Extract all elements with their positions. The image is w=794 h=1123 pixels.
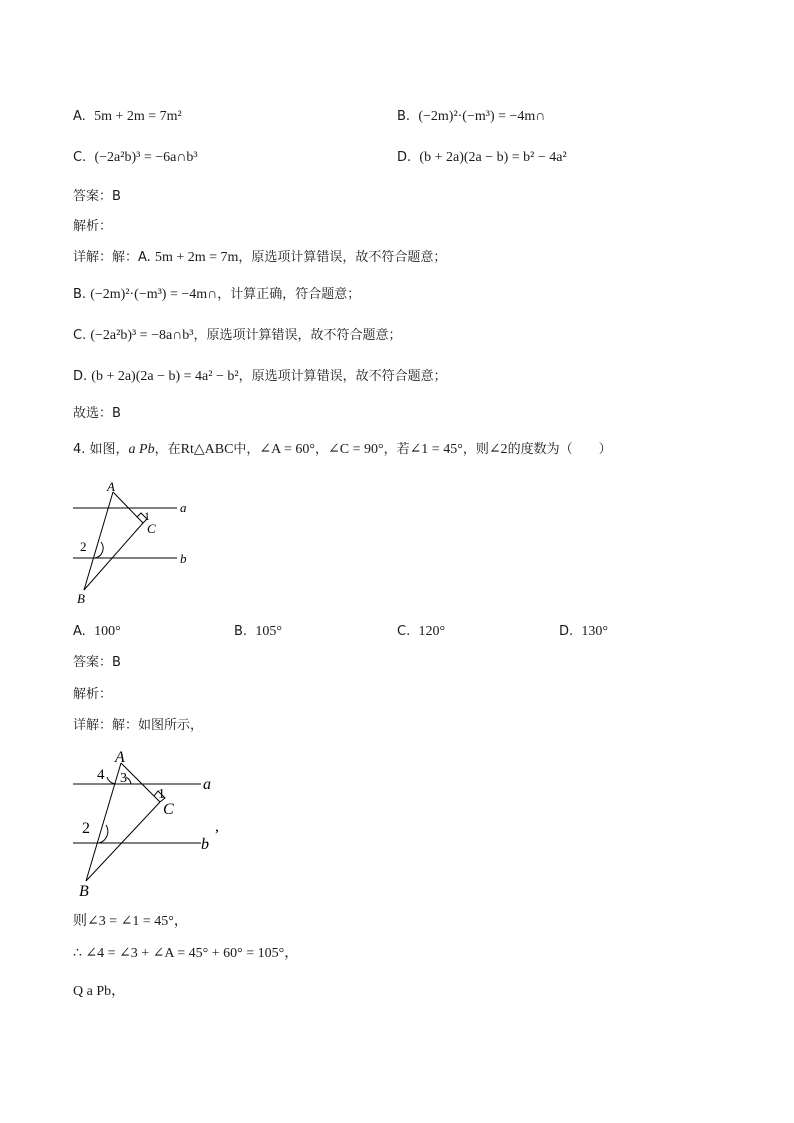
- figure-2: [65, 745, 235, 903]
- detail-d-text: ，原选项计算错误，故不符合题意；: [238, 369, 447, 384]
- stem-g: 的度数为（ ）: [507, 442, 612, 457]
- detail-prefix: 详解：解：A.: [73, 250, 155, 265]
- stem-ang2: ∠2: [488, 442, 508, 457]
- q4-option-d-label: D.: [559, 624, 574, 639]
- fig1-label-b: b: [180, 551, 187, 566]
- option-b-row: [397, 108, 545, 126]
- detail-c-prefix: C.: [73, 328, 91, 343]
- q4-option-a-label: A.: [73, 624, 86, 639]
- q4-analysis: 解析：: [73, 687, 113, 702]
- q3-detail-b: [73, 286, 360, 304]
- fig2-label-2: 2: [82, 820, 90, 837]
- side-cb: [84, 523, 143, 590]
- q3-detail-c: [73, 327, 402, 345]
- q4-option-c-label: C.: [397, 624, 411, 639]
- q4-stem: [73, 441, 612, 459]
- stem-tri: Rt△ABC: [180, 442, 234, 457]
- option-c-text: (−2a²b)³ = −6a∩b³: [94, 150, 198, 165]
- q4-step3: Q a Pb，: [73, 984, 126, 999]
- option-a-label: A.: [73, 109, 86, 124]
- stem-b: ，在: [154, 442, 181, 457]
- detail-a-text: ，原选项计算错误，故不符合题意；: [238, 250, 447, 265]
- q4-step1: 则∠3 = ∠1 = 45°，: [73, 914, 188, 929]
- option-b-text: (−2m)²·(−m³) = −4m∩: [418, 109, 546, 124]
- detail-a-math: 5m + 2m = 7m: [154, 250, 239, 265]
- detail-b-math: (−2m)²·(−m³) = −4m∩: [90, 287, 218, 302]
- fig2-label-4: 4: [97, 767, 105, 783]
- fig1-label-a: a: [180, 500, 187, 515]
- fig2-label-1: 1: [158, 787, 165, 802]
- detail-d-prefix: D.: [73, 369, 92, 384]
- stem-d: ，: [314, 442, 328, 457]
- detail-c-math: (−2a²b)³ = −8a∩b³: [90, 328, 194, 343]
- q4-option-b-value: 105°: [255, 624, 282, 639]
- fig1-label-1: 1: [144, 509, 150, 523]
- stem-ang1: ∠1 = 45°: [409, 442, 463, 457]
- q4-answer: 答案：B: [73, 655, 121, 670]
- fig2-label-a: a: [203, 776, 211, 793]
- option-d-row: [397, 149, 567, 167]
- stem-a: 4. 如图，: [73, 442, 129, 457]
- q4-option-c-value: 120°: [418, 624, 446, 639]
- q3-choice: 故选：B: [73, 406, 121, 421]
- q4-option-b: [234, 623, 282, 641]
- stem-f: ，则: [462, 442, 489, 457]
- fig2-label-b: b: [201, 836, 209, 853]
- option-c-row: [73, 149, 198, 167]
- q4-detail: 详解：解：如图所示，: [73, 718, 204, 733]
- option-a-text: 5m + 2m = 7m²: [94, 109, 182, 124]
- option-d-label: D.: [397, 150, 412, 165]
- q4-option-a: [73, 623, 121, 641]
- q3-analysis: 解析：: [73, 219, 113, 234]
- detail-b-text: ，计算正确，符合题意；: [217, 287, 361, 302]
- side-ab: [84, 492, 113, 590]
- stem-parallel: a Pb: [128, 442, 155, 457]
- fig1-label-B: B: [77, 591, 85, 606]
- stem-angC: ∠C = 90°: [328, 442, 384, 457]
- q4-option-d-value: 130°: [581, 624, 609, 639]
- detail-b-prefix: B.: [73, 287, 91, 302]
- detail-d-math: (b + 2a)(2a − b) = 4a² − b²: [91, 369, 239, 384]
- fig2-label-3: 3: [120, 771, 127, 786]
- q4-step2: ∴ ∠4 = ∠3 + ∠A = 45° + 60° = 105°，: [73, 946, 299, 961]
- fig2-comma: ,: [215, 818, 219, 835]
- angle-4-arc: [107, 777, 115, 784]
- q4-option-a-value: 100°: [94, 624, 121, 639]
- option-a-row: [73, 108, 182, 126]
- side-cb: [86, 802, 160, 881]
- q4-option-d: [559, 623, 608, 641]
- q3-detail-d: [73, 368, 447, 386]
- fig1-label-C: C: [147, 521, 156, 536]
- fig1-label-A: A: [107, 479, 115, 494]
- fig1-label-2: 2: [80, 539, 87, 554]
- stem-e: ，若: [383, 442, 410, 457]
- option-c-label: C.: [73, 150, 87, 165]
- stem-angA: ∠A = 60°: [259, 442, 315, 457]
- q3-answer: 答案：B: [73, 189, 121, 204]
- fig2-label-A: A: [115, 749, 125, 766]
- q4-option-b-label: B.: [234, 624, 248, 639]
- fig2-label-B: B: [79, 883, 89, 900]
- fig2-label-C: C: [163, 801, 174, 818]
- figure-1: [65, 476, 205, 610]
- option-d-text: (b + 2a)(2a − b) = b² − 4a²: [419, 150, 567, 165]
- q4-option-c: [397, 623, 445, 641]
- option-b-label: B.: [397, 109, 411, 124]
- q3-detail-a: [73, 249, 446, 267]
- stem-c: 中，: [233, 442, 260, 457]
- detail-c-text: ，原选项计算错误，故不符合题意；: [193, 328, 402, 343]
